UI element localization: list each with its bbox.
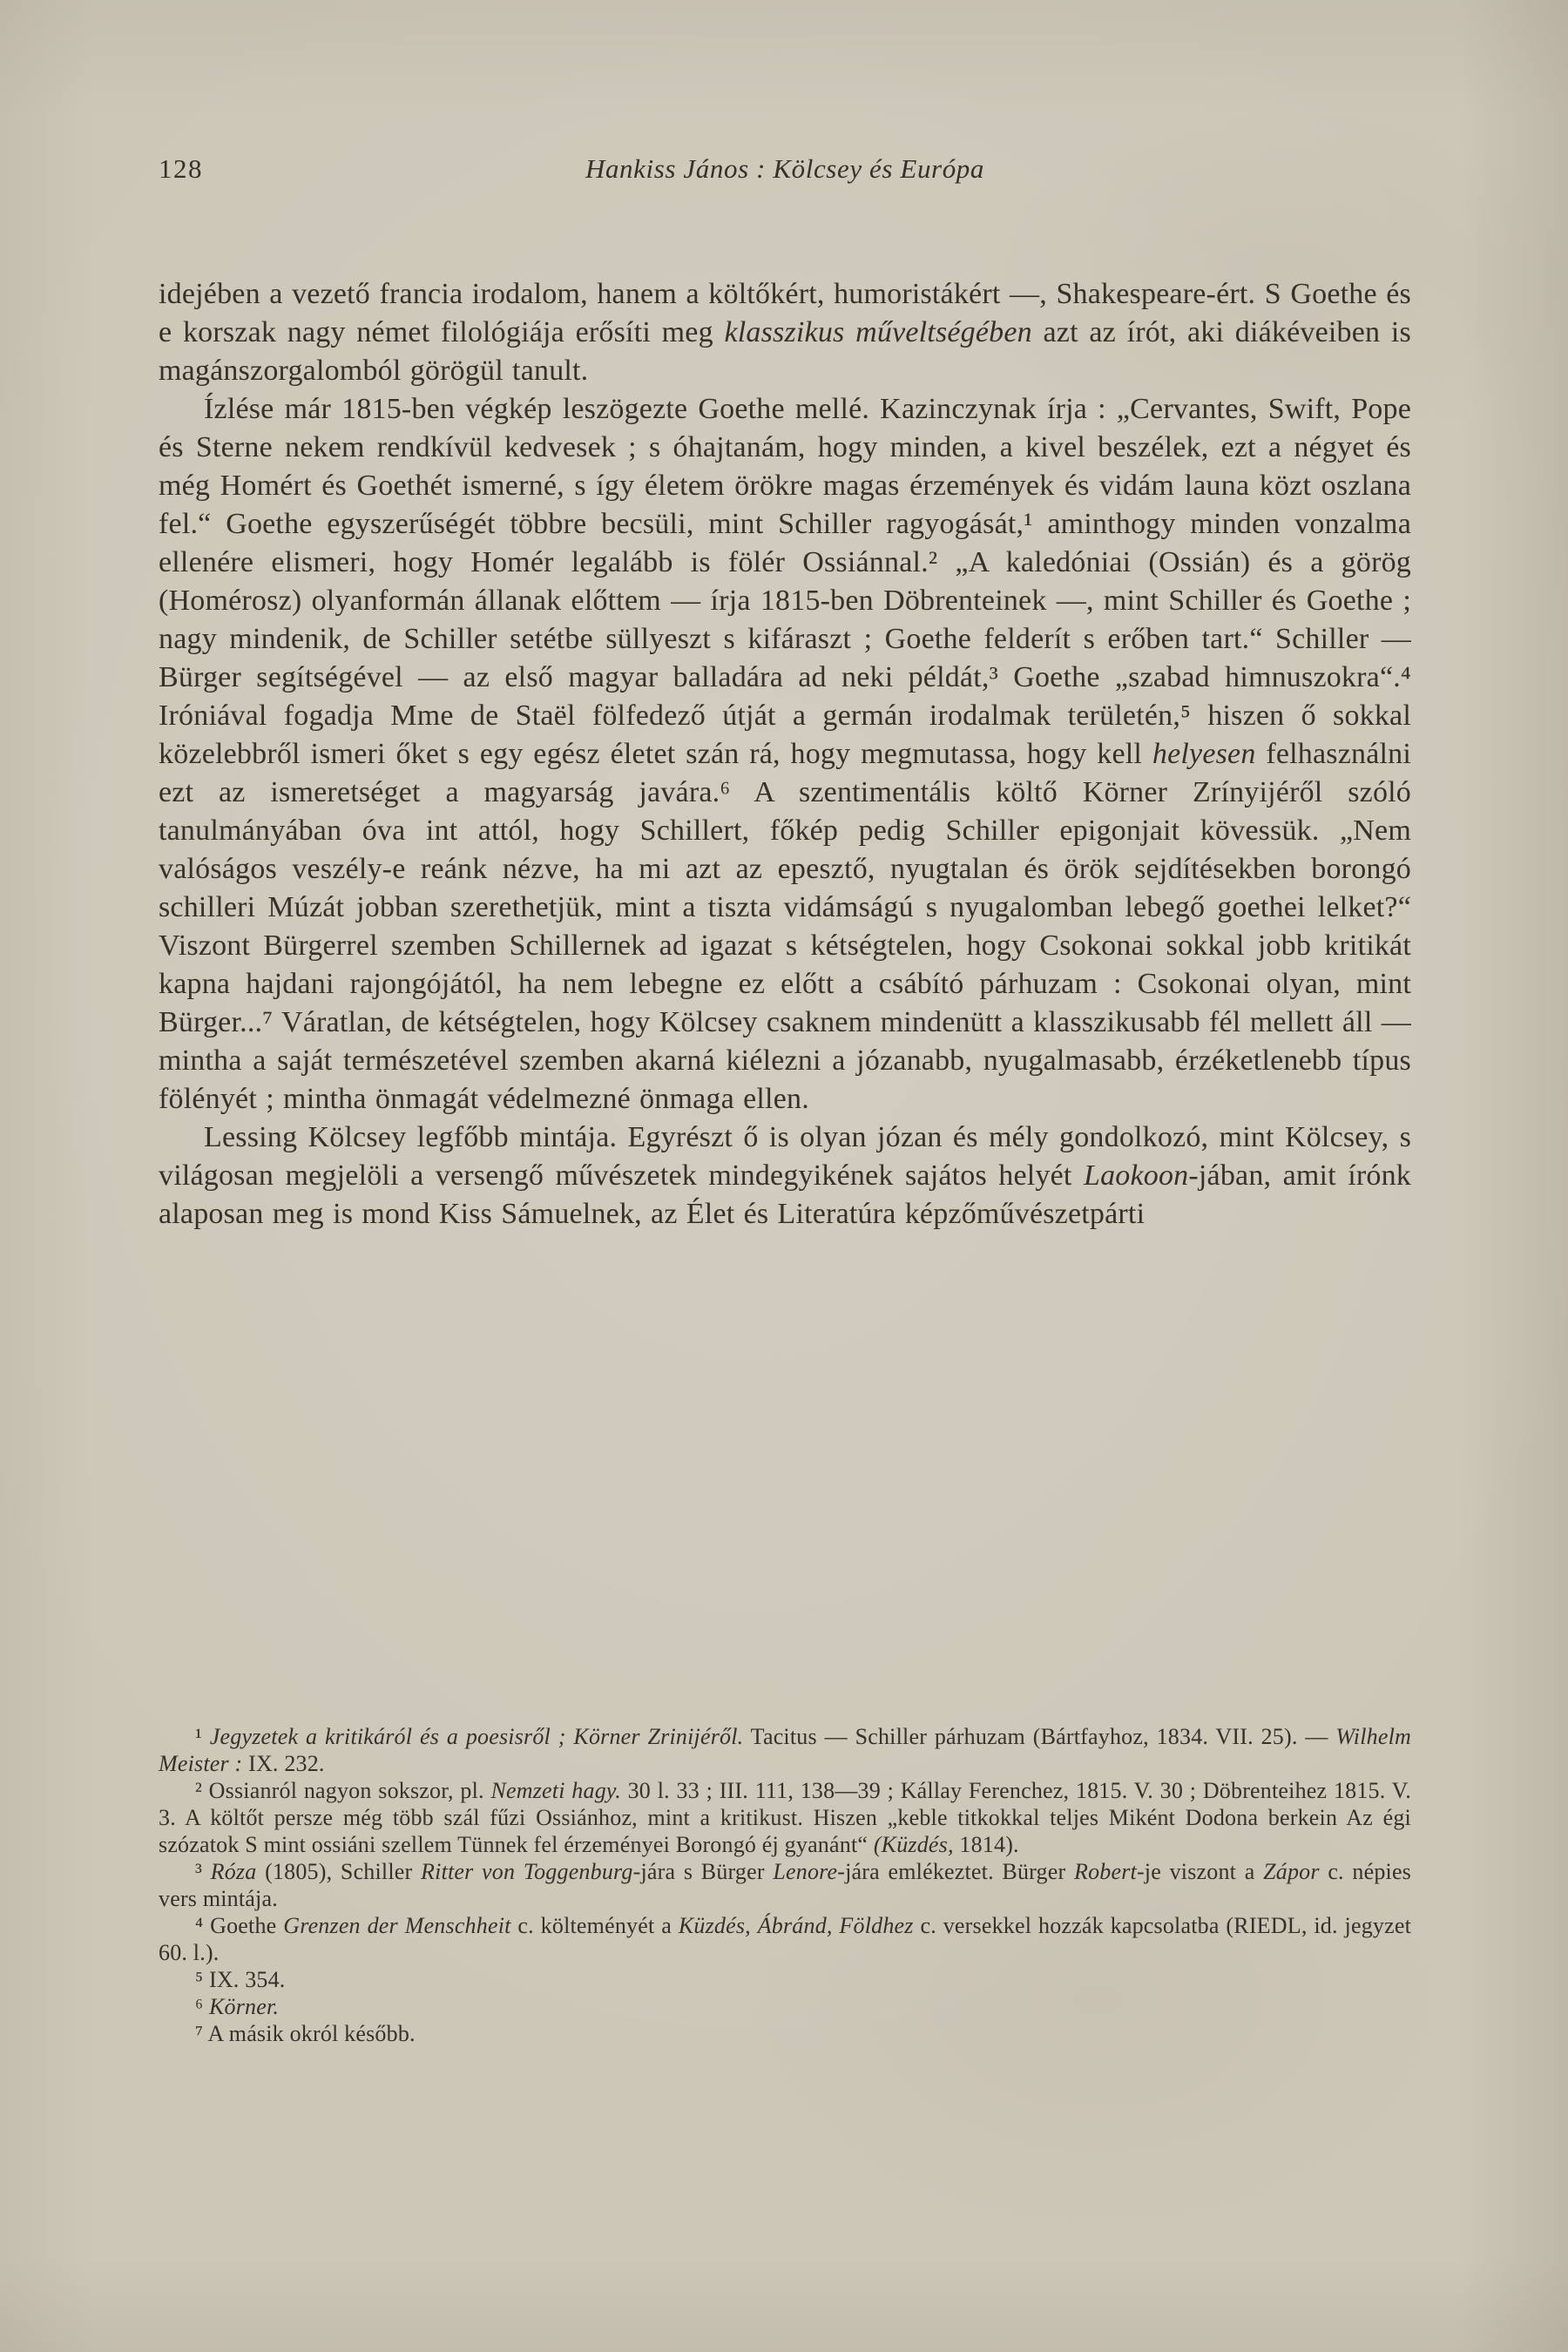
- running-head: [159, 153, 1411, 185]
- footnote: ¹ Jegyzetek a kritikáról és a poesisről ; Körner Zrinijéről. Tacitus — Schiller párhuzam (Bártfayhoz, 1834. VII. 25). — Wilhelm Meister : IX. 232.: [159, 1724, 1411, 1776]
- footnote: ³ Róza (1805), Schiller Ritter von Toggenburg-jára s Bürger Lenore-jára emlékeztet. Bürger Robert-je viszont a Zápor c. népies vers mintája.: [159, 1859, 1412, 1911]
- page-number: 128: [159, 153, 203, 184]
- footnote: ⁴ Goethe Grenzen der Menschheit c. költeményét a Küzdés, Ábránd, Földhez c. versekkel hozzák kapcsolatba (RIEDL, id. jegyzet 60. l.).: [159, 1913, 1412, 1965]
- paragraph: idejében a vezető francia irodalom, hanem a költőkért, humoristákért —, Shakespeare-ért. S Goethe és e korszak nagy német filológiája erősíti meg klasszikus műveltségében azt az írót, aki diákéveiben is magánszorgalomból görögül tanult.: [159, 278, 1411, 387]
- footnotes: [159, 1723, 1411, 2047]
- footnote: ⁵ IX. 354.: [195, 1967, 286, 1992]
- footnote: ⁷ A másik okról később.: [195, 2021, 416, 2046]
- body-text: [159, 275, 1411, 1233]
- footnote: ² Ossianról nagyon sokszor, pl. Nemzeti hagy. 30 l. 33 ; III. 111, 138—39 ; Kállay Ferenchez, 1815. V. 30 ; Döbrenteihez 1815. V. 3. A költőt persze még több szál fűzi Ossiánhoz, mint a kritikust. Hiszen „keble titkokkal teljes Miként Dodona berkein Az égi szózatok S mint ossiáni szellem Tünnek fel érzeményei Borongó éj gyanánt“ (Küzdés, 1814).: [159, 1778, 1411, 1857]
- running-title: Hankiss János : Kölcsey és Európa: [585, 153, 985, 184]
- paragraph: Lessing Kölcsey legfőbb mintája. Egyrészt ő is olyan józan és mély gondolkozó, mint Kölcsey, s világosan megjelöli a versengő művészetek mindegyikének sajátos helyét Laokoon-jában, amit írónk alaposan meg is mond Kiss Sámuelnek, az Élet és Literatúra képzőművészetpárti: [159, 1121, 1411, 1230]
- footnote: ⁶ Körner.: [195, 1994, 280, 2019]
- paragraph: Ízlése már 1815-ben végkép leszögezte Goethe mellé. Kazinczynak írja : „Cervantes, Swift, Pope és Sterne nekem rendkívül kedvesek ; s óhajtanám, hogy minden, a kivel beszélek, ezt a négyet és még Homért és Goethét ismerné, s így életem örökre magas érzemények és vidám launa közt oszlana fel.“ Goethe egyszerűségét többre becsüli, mint Schiller ragyogását,¹ aminthogy minden vonzalma ellenére elismeri, hogy Homér legalább is fölér Ossiánnal.² „A kaledóniai (Ossián) és a görög (Homérosz) olyanformán állanak előttem — írja 1815-ben Döbrenteinek —, mint Schiller és Goethe ; nagy mindenik, de Schiller setétbe süllyeszt s kifáraszt ; Goethe felderít s erőben tart.“ Schiller — Bürger segítségével — az első magyar balladára ad neki példát,³ Goethe „szabad himnuszokra“.⁴ Iróniával fogadja Mme de Staël fölfedező útját a germán irodalmak területén,⁵ hiszen ő sokkal közelebbről ismeri őket s egy egész életet szán rá, hogy megmutassa, hogy kell helyesen felhasználni ezt az ismeretséget a magyarság javára.⁶ A szentimentális költő Körner Zrínyijéről szóló tanulmányában óva int attól, hogy Schillert, főkép pedig Schiller epigonjait kövessük. „Nem valóságos veszély-e reánk nézve, ha mi azt az epesztő, nyugtalan és örök sejdítésekben borongó schilleri Múzát jobban szerethetjük, mint a tiszta vidámságú s nyugalomban lebegő goethei lelket?“ Viszont Bürgerrel szemben Schillernek ad igazat s kétségtelen, hogy Csokonai sokkal jobb kritikát kapna hajdani rajongójától, ha nem lebegne ez előtt a csábító párhuzam : Csokonai olyan, mint Bürger...⁷ Váratlan, de kétségtelen, hogy Kölcsey csaknem mindenütt a klasszikusabb fél mellett áll — mintha a saját természetével szemben akarná kiélezni a józanabb, nyugalmasabb, érzéketlenebb típus fölényét ; mintha önmagát védelmezné önmaga ellen.: [159, 393, 1411, 1115]
